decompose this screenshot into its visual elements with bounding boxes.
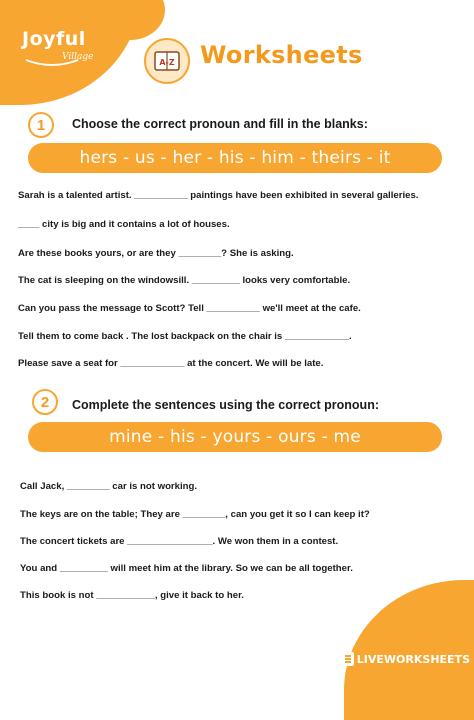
section-2-sentence: This book is not ___________, give it back to her. [20,590,244,601]
worksheet-icon [342,652,354,666]
liveworksheets-brand[interactable] [342,652,470,666]
book-icon [144,38,190,84]
section-2-number: 2 [32,389,58,415]
section-1-sentence: ____ city is big and it contains a lot of houses. [18,219,230,230]
bottom-right-decoration [344,580,474,720]
section-1-word-bank: hers - us - her - his - him - theirs - it [28,143,442,173]
section-2-sentence: The keys are on the table; They are ________, can you get it so I can keep it? [20,509,370,520]
section-1-sentence: Sarah is a talented artist. __________ paintings have been exhibited in several galleries. [18,190,419,201]
logo-word: Joyful [22,28,86,50]
section-1-sentence: Please save a seat for ____________ at the concert. We will be late. [18,358,324,369]
brand-label: LIVEWORKSHEETS [356,652,470,666]
section-1-instruction: Choose the correct pronoun and fill in the blanks: [72,117,368,131]
section-1-sentence: The cat is sleeping on the windowsill. _________ looks very comfortable. [18,275,351,286]
section-2-word-bank: mine - his - yours - ours - me [28,422,442,452]
section-1-number: 1 [28,112,54,138]
section-1-sentence: Are these books yours, or are they ________? She is asking. [18,248,294,259]
logo-sub: Village [62,52,94,62]
section-2-sentence: Call Jack, ________ car is not working. [20,481,198,492]
joyful-village-logo [22,28,94,62]
section-2-instruction: Complete the sentences using the correct pronoun: [72,398,379,412]
section-2-sentence: You and _________ will meet him at the library. So we can be all together. [20,563,353,574]
section-1-sentence: Can you pass the message to Scott? Tell __________ we'll meet at the cafe. [18,303,361,314]
section-1-sentence: Tell them to come back . The lost backpack on the chair is ____________. [18,331,352,342]
section-2-sentence: The concert tickets are ________________. We won them in a contest. [20,536,339,547]
logo-smile-icon [22,58,82,68]
page-title: Worksheets [200,41,363,69]
book-letters: A-Z [159,58,175,67]
